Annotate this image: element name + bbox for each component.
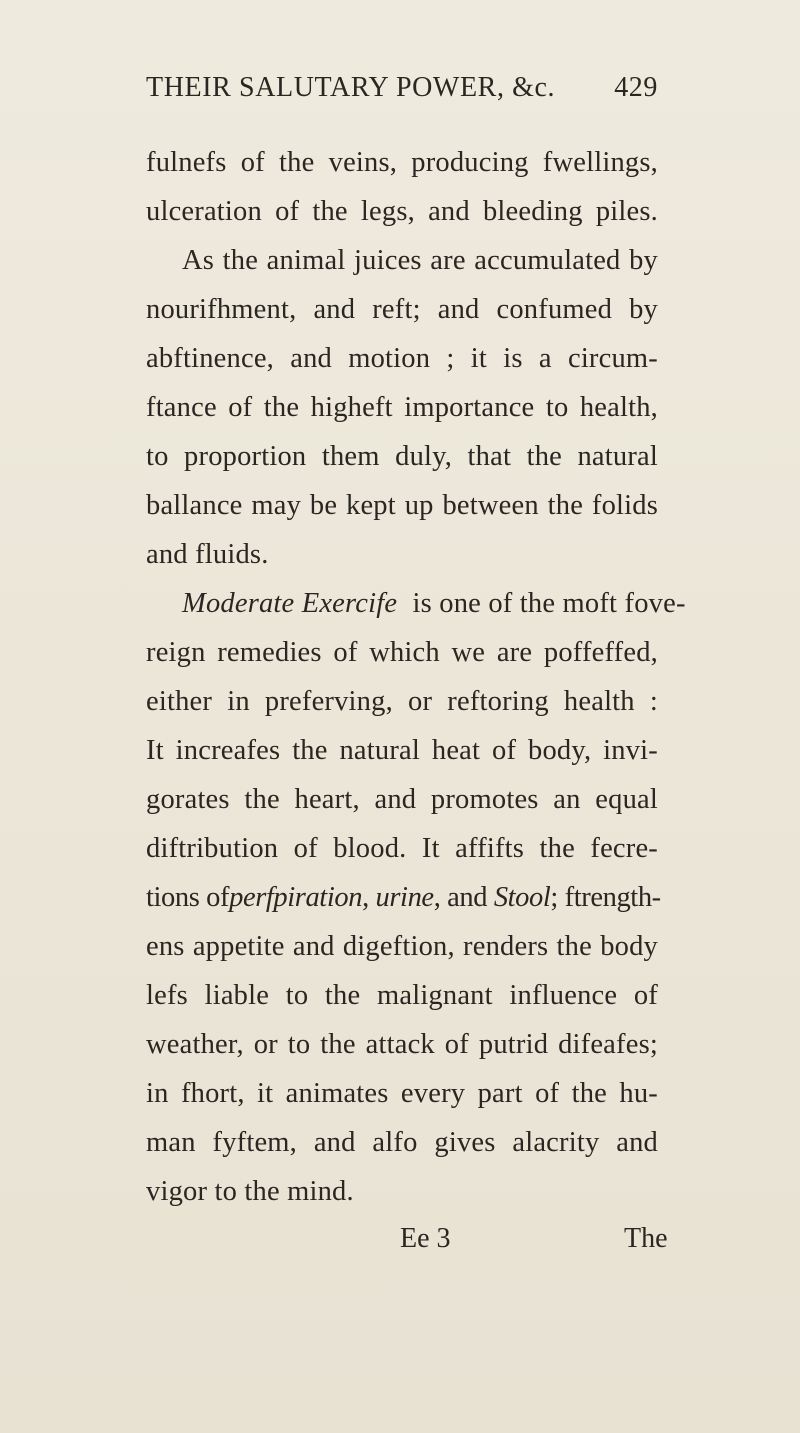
- text-run: ; ftrength-: [550, 882, 661, 913]
- italic-term: urine: [375, 882, 434, 913]
- text-run: tions of: [146, 882, 230, 913]
- text-line: ftance of the higheft importance to health,: [146, 392, 658, 423]
- text-line: ens appetite and digeftion, renders the body: [146, 931, 658, 962]
- page-header: [146, 72, 658, 114]
- text-line: in fhort, it animates every part of the hu-: [146, 1078, 658, 1109]
- text-line: weather, or to the attack of putrid difeafes;: [146, 1029, 658, 1060]
- text-run: , and: [433, 882, 494, 913]
- running-head: THEIR SALUTARY POWER, &c.: [146, 72, 556, 103]
- text-line: man fyftem, and alfo gives alacrity and: [146, 1127, 658, 1158]
- text-line: gorates the heart, and promotes an equal: [146, 784, 658, 815]
- text-line: diftribution of blood. It affifts the fecre-: [146, 833, 658, 864]
- text-line: As the animal juices are accumulated by: [182, 245, 658, 276]
- text-line: lefs liable to the malignant influence of: [146, 980, 658, 1011]
- page-footer: [0, 1223, 800, 1263]
- text-line: [146, 882, 661, 914]
- text-line: fulnefs of the veins, producing fwellings,: [146, 147, 658, 178]
- text-line: to proportion them duly, that the natural: [146, 441, 658, 472]
- text-line: reign remedies of which we are poffeffed,: [146, 637, 658, 668]
- text-line: [182, 588, 686, 620]
- text-line: It increafes the natural heat of body, invi-: [146, 735, 658, 766]
- italic-term: perfpiration: [229, 882, 363, 913]
- text-line: nourifhment, and reft; and confumed by: [146, 294, 658, 325]
- text-line: vigor to the mind.: [146, 1176, 354, 1207]
- catchword: The: [624, 1223, 668, 1254]
- italic-term: Stool: [493, 882, 551, 913]
- text-run: ,: [362, 882, 376, 913]
- text-line: abftinence, and motion ; it is a circum-: [146, 343, 658, 374]
- text-line: and fluids.: [146, 539, 269, 570]
- text-line: ulceration of the legs, and bleeding piles.: [146, 196, 658, 227]
- text-line: either in preferving, or reftoring health :: [146, 686, 658, 717]
- signature-mark: Ee 3: [400, 1223, 451, 1254]
- italic-heading: Moderate Exercife: [182, 588, 398, 619]
- text-run: is one of the moft fove-: [412, 588, 686, 619]
- text-line: ballance may be kept up between the folids: [146, 490, 658, 521]
- page-number: 429: [614, 72, 658, 103]
